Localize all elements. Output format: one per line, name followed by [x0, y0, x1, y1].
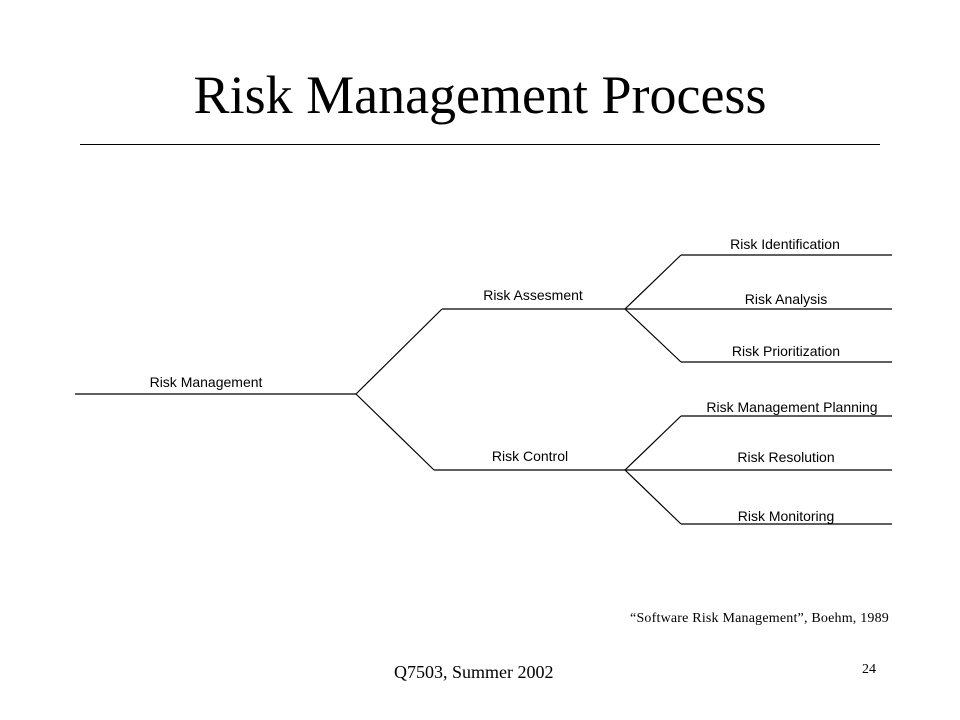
- footer-course: Q7503, Summer 2002: [394, 662, 554, 682]
- connector-control-planning: [625, 416, 681, 470]
- slide-title: Risk Management Process: [193, 65, 767, 125]
- citation: “Software Risk Management”, Boehm, 1989: [630, 611, 889, 626]
- connector-root-control: [356, 394, 434, 470]
- node-risk-identification: Risk Identification: [730, 236, 840, 252]
- node-risk-management-planning: Risk Management Planning: [706, 399, 878, 415]
- connector-root-assessment: [356, 309, 442, 394]
- node-risk-monitoring: Risk Monitoring: [737, 508, 835, 524]
- node-risk-assessment: Risk Assesment: [483, 287, 583, 303]
- node-risk-resolution: Risk Resolution: [737, 449, 835, 465]
- node-risk-management: Risk Management: [149, 374, 263, 390]
- node-risk-control: Risk Control: [491, 448, 569, 464]
- connector-assessment-prioritization: [625, 309, 681, 362]
- page-number: 24: [862, 662, 876, 677]
- connector-control-monitoring: [625, 470, 681, 524]
- node-risk-prioritization: Risk Prioritization: [731, 343, 841, 359]
- node-risk-analysis: Risk Analysis: [744, 291, 828, 307]
- connector-assessment-identification: [625, 255, 681, 309]
